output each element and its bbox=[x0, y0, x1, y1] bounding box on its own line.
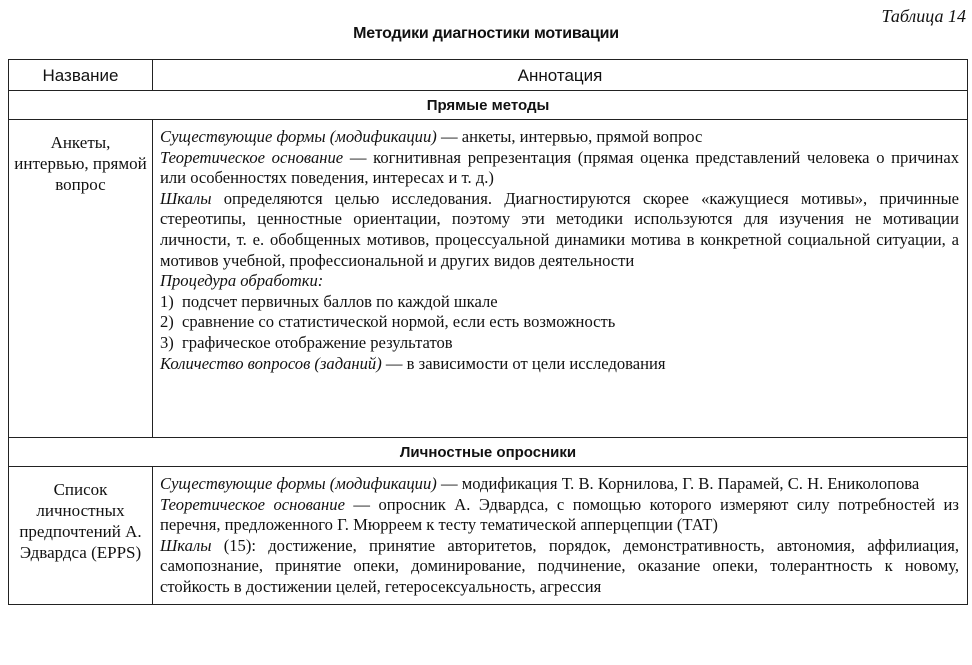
scales-line bbox=[160, 189, 959, 271]
method-name: Список личностных предпочтений А. Эдвардса (EPPS) bbox=[9, 467, 153, 605]
table-number: Таблица 14 bbox=[881, 6, 966, 26]
forms-text: — анкеты, интервью, прямой вопрос bbox=[436, 127, 703, 146]
method-annotation bbox=[153, 120, 968, 438]
list-number: 1) bbox=[160, 291, 174, 311]
method-name: Анкеты, интервью, прямой вопрос bbox=[9, 120, 153, 438]
forms-label: Существующие формы (модификации) bbox=[160, 127, 437, 146]
list-number: 2) bbox=[160, 312, 174, 332]
list-text: графическое отображение результатов bbox=[182, 332, 453, 352]
table-title: Методики диагностики мотивации bbox=[353, 25, 619, 42]
procedure-label: Процедура обработки: bbox=[160, 271, 324, 291]
scales-text: (15): достижение, принятие авторитетов, порядок, демонстративность, автономия, аффилиация, самопознание, принятие опеки, доминирование, подчинение, оказание опеки, толерантность к новому, стойкость в достижении целей, гетеросексуальность, агрессия bbox=[160, 535, 959, 596]
section-row bbox=[9, 91, 968, 120]
column-header-name: Название bbox=[9, 60, 153, 91]
scales-label: Шкалы bbox=[160, 188, 212, 208]
forms-text: — модификация Т. В. Корнилова, Г. В. Парамей, С. Н. Ениколопова bbox=[436, 474, 920, 493]
list-item bbox=[160, 292, 959, 313]
theory-label: Теоретическое основание bbox=[160, 494, 345, 514]
list-text: сравнение со статистической нормой, если есть возможность bbox=[182, 312, 616, 332]
list-item bbox=[160, 333, 959, 354]
theory-line bbox=[160, 495, 959, 536]
count-line bbox=[160, 354, 959, 375]
list-text: подсчет первичных баллов по каждой шкале bbox=[182, 291, 498, 311]
scales-label: Шкалы bbox=[160, 535, 212, 555]
column-header-annotation: Аннотация bbox=[153, 60, 968, 91]
table-row bbox=[9, 467, 968, 605]
forms-line bbox=[160, 474, 959, 495]
list-item bbox=[160, 312, 959, 333]
section-heading-questionnaires: Личностные опросники bbox=[9, 438, 968, 467]
theory-text: — опросник А. Эдвардса, с помощью которого измеряют силу потребностей из перечня, предложенного Г. Мюрреем к тесту тематической апперцепции (ТАТ) bbox=[160, 494, 959, 535]
forms-line bbox=[160, 127, 959, 148]
count-text: — в зависимости от цели исследования bbox=[381, 353, 666, 373]
theory-line bbox=[160, 148, 959, 189]
theory-text: — когнитивная репрезентация (прямая оценка представлений человека о причинах или особенностях поведения, интересах и т. д.) bbox=[160, 147, 960, 188]
list-number: 3) bbox=[160, 332, 174, 352]
count-label: Количество вопросов (заданий) bbox=[160, 353, 382, 373]
forms-label: Существующие формы (модификации) bbox=[160, 474, 437, 493]
table-row bbox=[9, 120, 968, 438]
section-heading-direct: Прямые методы bbox=[9, 91, 968, 120]
scales-line bbox=[160, 536, 959, 598]
theory-label: Теоретическое основание bbox=[160, 147, 344, 167]
section-row bbox=[9, 438, 968, 467]
header-row bbox=[9, 60, 968, 91]
methods-table bbox=[8, 59, 968, 605]
scales-text: определяются целью исследования. Диагностируются скорее «кажущиеся мотивы», причинные стереотипы, ценностные ориентации, поэтому эти методики используются для изучения не мотивации личности, т. е. обобщенных мотивов, процессуальной динамики мотива в конкретной социальной ситуации, а мотивов учебной, профессиональной и других видов деятельности bbox=[160, 188, 959, 270]
method-annotation bbox=[153, 467, 968, 605]
